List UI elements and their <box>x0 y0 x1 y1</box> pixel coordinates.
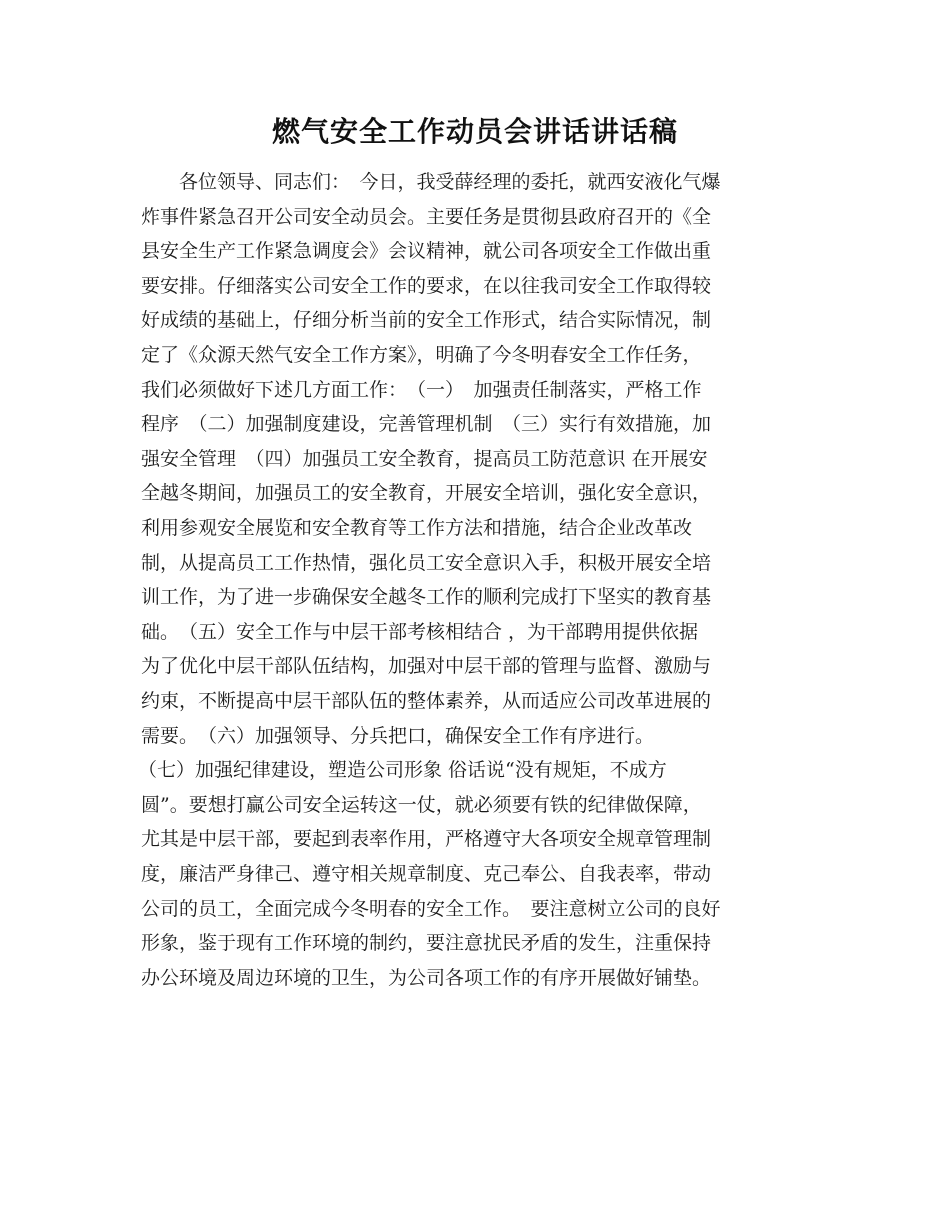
text-line: 制，从提高员工工作热情，强化员工安全意识入手，积极开展安全培 <box>141 552 712 574</box>
text-line: 我们必须做好下述几方面工作： （一） 加强责任制落实，严格工作 <box>141 379 702 401</box>
text-line: 圆”。要想打赢公司安全运转这一仗，就必须要有铁的纪律做保障， <box>141 794 702 816</box>
text-line: 县安全生产工作紧急调度会》会议精神，就公司各项安全工作做出重 <box>141 240 712 262</box>
text-line: 好成绩的基础上，仔细分析当前的安全工作形式，结合实际情况，制 <box>141 309 712 331</box>
text-line: 础。 （五）安全工作与中层干部考核相结合 ，为干部聘用提供依据 <box>141 621 699 643</box>
text-line: 需要。 （六）加强领导、分兵把口，确保安全工作有序进行。 <box>141 725 655 747</box>
text-line: 度，廉洁严身律己、遵守相关规章制度、克己奉公、自我表率，带动 <box>141 863 712 885</box>
text-line: 约束，不断提高中层干部队伍的整体素养，从而适应公司改革进展的 <box>141 690 712 712</box>
text-line: 炸事件紧急召开公司安全动员会。主要任务是贯彻县政府召开的《全 <box>141 206 712 228</box>
text-line: 为了优化中层干部队伍结构，加强对中层干部的管理与监督、激励与 <box>141 655 712 677</box>
text-line: 形象，鉴于现有工作环境的制约，要注意扰民矛盾的发生，注重保持 <box>141 932 712 954</box>
text-line: 定了《众源天然气安全工作方案》，明确了今冬明春安全工作任务， <box>141 344 702 366</box>
text-line: 利用参观安全展览和安全教育等工作方法和措施，结合企业改革改 <box>141 517 693 539</box>
text-line: 全越冬期间，加强员工的安全教育，开展安全培训，强化安全意识， <box>141 482 712 504</box>
text-line: 训工作，为了进一步确保安全越冬工作的顺利完成打下坚实的教育基 <box>141 586 712 608</box>
text-line: 程序 （二）加强制度建设，完善管理机制 （三）实行有效措施，加 <box>141 413 712 435</box>
text-line: 各位领导、同志们： 今日，我受薛经理的委托，就西安液化气爆 <box>141 171 721 193</box>
text-line: 强安全管理 （四）加强员工安全教育，提高员工防范意识 在开展安 <box>141 448 708 470</box>
text-line: 尤其是中层干部，要起到表率作用，严格遵守大各项安全规章管理制 <box>141 828 712 850</box>
document-title: 燃气安全工作动员会讲话讲话稿 <box>271 115 678 148</box>
text-line: 公司的员工，全面完成今冬明春的安全工作。 要注意树立公司的良好 <box>141 898 721 920</box>
text-line: 要安排。仔细落实公司安全工作的要求，在以往我司安全工作取得较 <box>141 275 712 297</box>
text-line: 办公环境及周边环境的卫生，为公司各项工作的有序开展做好铺垫。 <box>141 967 712 989</box>
text-line: （七）加强纪律建设，塑造公司形象 俗话说“没有规矩，不成方 <box>138 759 667 781</box>
